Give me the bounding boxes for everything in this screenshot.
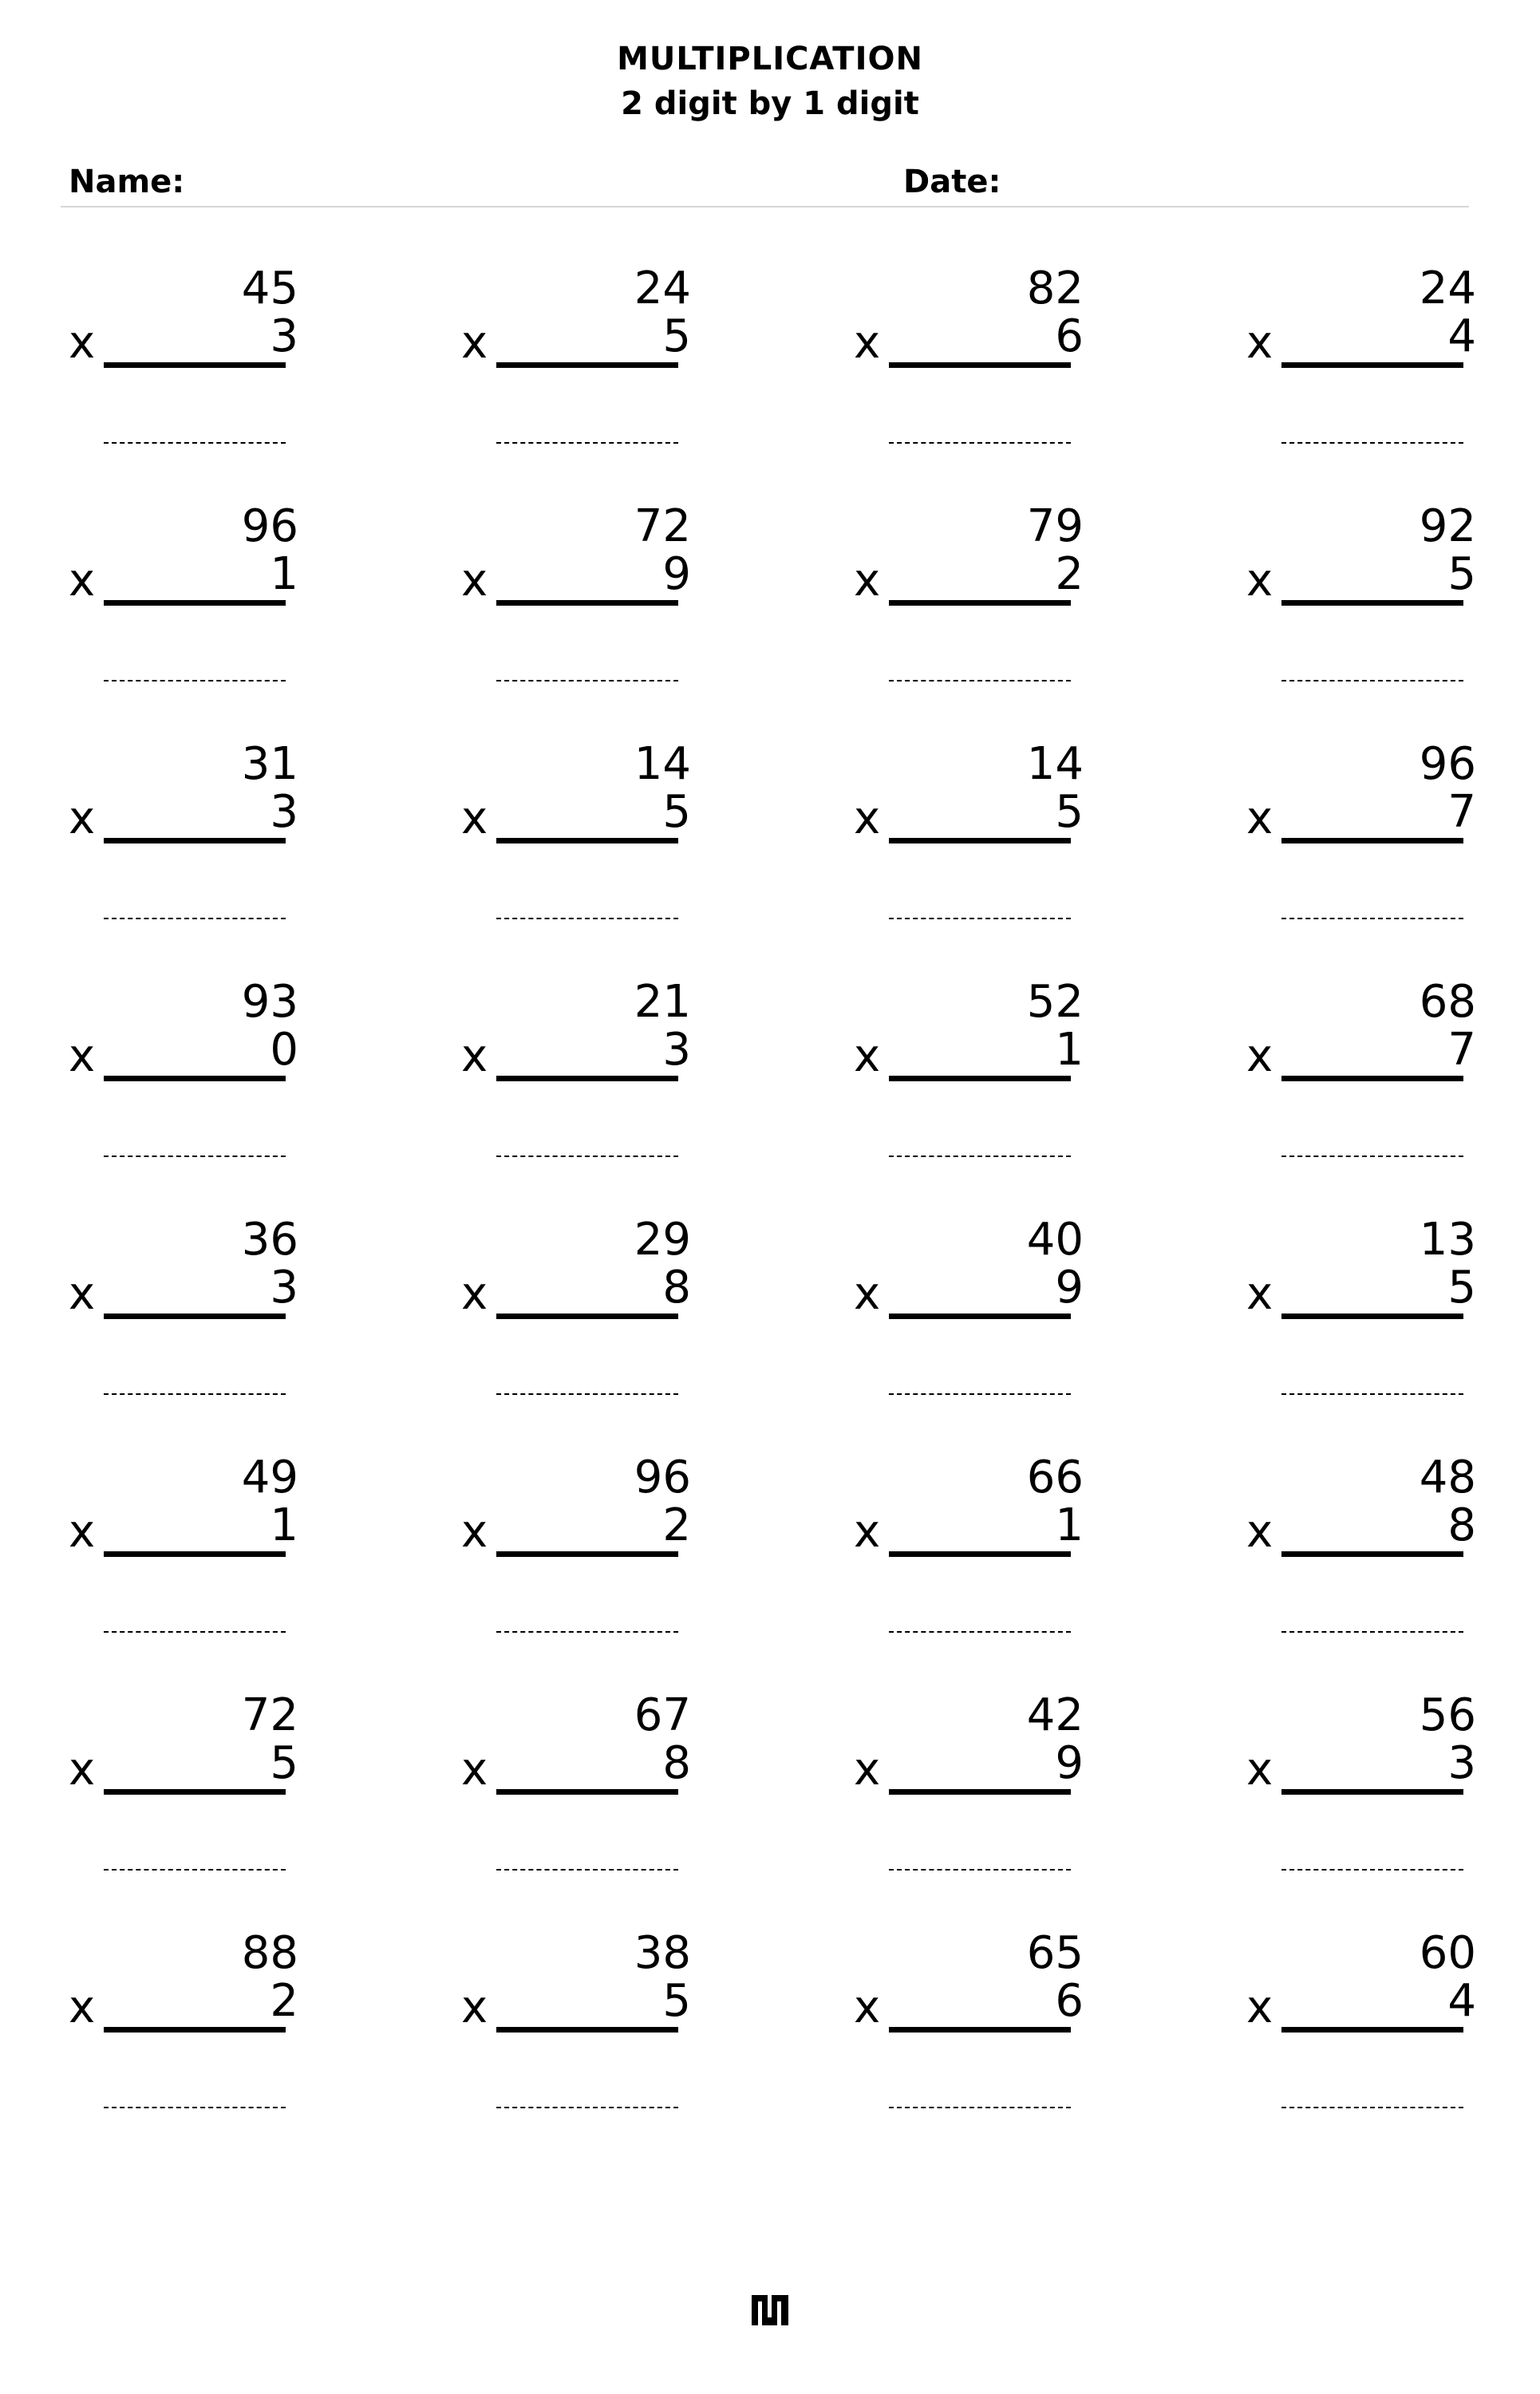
product-rule <box>496 1076 678 1081</box>
multiplicand: 21 <box>634 976 691 1028</box>
multiplier: 5 <box>662 310 691 362</box>
product-rule <box>889 2027 1071 2033</box>
answer-line[interactable] <box>104 918 286 919</box>
multiplier: 5 <box>270 1737 298 1789</box>
name-label: Name: <box>69 164 185 200</box>
multiplier: 8 <box>662 1737 691 1789</box>
product-rule <box>1281 362 1463 368</box>
answer-line[interactable] <box>1281 680 1463 681</box>
problem-item <box>1246 977 1486 1184</box>
worksheet-subtitle: 2 digit by 1 digit <box>621 85 919 122</box>
answer-line[interactable] <box>1281 918 1463 919</box>
product-rule <box>889 838 1071 843</box>
product-rule <box>1281 600 1463 606</box>
multiplier: 3 <box>270 786 298 838</box>
multiply-sign: x <box>1246 1268 1273 1320</box>
multiplicand: 96 <box>634 1452 691 1503</box>
product-rule <box>889 1314 1071 1319</box>
problem-item <box>69 1215 308 1422</box>
problem-item <box>854 263 1093 471</box>
multiply-sign: x <box>854 792 881 844</box>
multiply-sign: x <box>461 1981 488 2033</box>
multiply-sign: x <box>461 1030 488 1082</box>
multiply-sign: x <box>69 1744 96 1796</box>
problem-item <box>854 739 1093 946</box>
multiplicand: 82 <box>1026 263 1084 314</box>
multiplicand: 96 <box>241 500 298 552</box>
answer-line[interactable] <box>889 2107 1071 2108</box>
multiplier: 3 <box>270 1262 298 1314</box>
answer-line[interactable] <box>104 1393 286 1395</box>
problem-item <box>69 501 308 709</box>
multiplier: 8 <box>1447 1499 1476 1551</box>
multiplier: 3 <box>662 1024 691 1076</box>
multiplier: 3 <box>270 310 298 362</box>
product-rule <box>889 362 1071 368</box>
answer-line[interactable] <box>889 1869 1071 1871</box>
multiplier: 8 <box>662 1262 691 1314</box>
multiply-sign: x <box>1246 555 1273 606</box>
answer-line[interactable] <box>1281 2107 1463 2108</box>
multiply-sign: x <box>461 1506 488 1558</box>
product-rule <box>104 362 286 368</box>
multiply-sign: x <box>69 1030 96 1082</box>
problem-item <box>854 977 1093 1184</box>
multiplicand: 29 <box>634 1214 691 1266</box>
multiplier: 5 <box>1055 786 1084 838</box>
multiply-sign: x <box>854 1268 881 1320</box>
answer-line[interactable] <box>496 1156 678 1157</box>
answer-line[interactable] <box>104 680 286 681</box>
multiply-sign: x <box>854 1506 881 1558</box>
problem-item <box>854 1690 1093 1898</box>
product-rule <box>104 838 286 843</box>
multiply-sign: x <box>69 317 96 369</box>
multiplicand: 40 <box>1026 1214 1084 1266</box>
answer-line[interactable] <box>1281 1393 1463 1395</box>
answer-line[interactable] <box>496 1869 678 1871</box>
multiplicand: 48 <box>1419 1452 1476 1503</box>
product-rule <box>496 1551 678 1557</box>
multiplier: 4 <box>1447 1975 1476 2027</box>
multiplier: 5 <box>1447 548 1476 600</box>
product-rule <box>496 2027 678 2033</box>
multiplicand: 38 <box>634 1927 691 1979</box>
problem-item <box>854 1215 1093 1422</box>
multiply-sign: x <box>461 555 488 606</box>
answer-line[interactable] <box>889 1631 1071 1633</box>
answer-line[interactable] <box>889 1393 1071 1395</box>
multiply-sign: x <box>461 1744 488 1796</box>
answer-line[interactable] <box>496 2107 678 2108</box>
problem-item <box>854 1452 1093 1660</box>
problem-item <box>461 263 701 471</box>
multiply-sign: x <box>69 1268 96 1320</box>
multiplier: 4 <box>1447 310 1476 362</box>
multiply-sign: x <box>1246 1744 1273 1796</box>
product-rule <box>889 600 1071 606</box>
multiplier: 5 <box>662 786 691 838</box>
multiply-sign: x <box>1246 317 1273 369</box>
answer-line[interactable] <box>889 442 1071 444</box>
product-rule <box>1281 1314 1463 1319</box>
product-rule <box>104 1789 286 1795</box>
product-rule <box>496 838 678 843</box>
problem-item <box>1246 1928 1486 2135</box>
multiplier: 5 <box>662 1975 691 2027</box>
multiplicand: 14 <box>1026 738 1084 790</box>
product-rule <box>889 1076 1071 1081</box>
multiplicand: 92 <box>1419 500 1476 552</box>
multiplicand: 31 <box>241 738 298 790</box>
multiply-sign: x <box>461 792 488 844</box>
answer-line[interactable] <box>496 1631 678 1633</box>
problem-item <box>461 1215 701 1422</box>
problem-item <box>69 1452 308 1660</box>
problem-item <box>1246 1690 1486 1898</box>
worksheet-title: MULTIPLICATION <box>617 41 923 77</box>
multiply-sign: x <box>69 792 96 844</box>
multiplier: 3 <box>1447 1737 1476 1789</box>
product-rule <box>496 1789 678 1795</box>
multiplicand: 79 <box>1026 500 1084 552</box>
multiplier: 2 <box>1055 548 1084 600</box>
problem-item <box>69 977 308 1184</box>
multiplicand: 24 <box>1419 263 1476 314</box>
multiplier: 0 <box>270 1024 298 1076</box>
product-rule <box>496 362 678 368</box>
problem-item <box>1246 1452 1486 1660</box>
answer-line[interactable] <box>104 1631 286 1633</box>
multiplicand: 42 <box>1026 1689 1084 1741</box>
multiplicand: 24 <box>634 263 691 314</box>
product-rule <box>1281 1551 1463 1557</box>
multiply-sign: x <box>854 1981 881 2033</box>
multiplicand: 52 <box>1026 976 1084 1028</box>
answer-line[interactable] <box>104 2107 286 2108</box>
product-rule <box>104 1314 286 1319</box>
multiplicand: 96 <box>1419 738 1476 790</box>
product-rule <box>1281 1076 1463 1081</box>
product-rule <box>496 1314 678 1319</box>
multiplier: 7 <box>1447 786 1476 838</box>
product-rule <box>1281 1789 1463 1795</box>
problem-item <box>1246 739 1486 946</box>
date-label: Date: <box>903 164 1001 200</box>
multiplicand: 93 <box>241 976 298 1028</box>
problem-item <box>1246 1215 1486 1422</box>
multiplier: 1 <box>270 548 298 600</box>
answer-line[interactable] <box>496 442 678 444</box>
multiplier: 7 <box>1447 1024 1476 1076</box>
answer-line[interactable] <box>1281 1869 1463 1871</box>
multiplier: 9 <box>1055 1262 1084 1314</box>
multiplier: 9 <box>1055 1737 1084 1789</box>
problem-item <box>1246 263 1486 471</box>
multiplier: 1 <box>1055 1024 1084 1076</box>
product-rule <box>889 1789 1071 1795</box>
answer-line[interactable] <box>104 1156 286 1157</box>
answer-line[interactable] <box>104 442 286 444</box>
answer-line[interactable] <box>1281 1156 1463 1157</box>
problem-item <box>854 1928 1093 2135</box>
multiplicand: 14 <box>634 738 691 790</box>
problem-item <box>1246 501 1486 709</box>
answer-line[interactable] <box>104 1869 286 1871</box>
product-rule <box>1281 2027 1463 2033</box>
multiplier: 6 <box>1055 1975 1084 2027</box>
multiplicand: 72 <box>241 1689 298 1741</box>
multiplicand: 45 <box>241 263 298 314</box>
multiply-sign: x <box>854 555 881 606</box>
multiplicand: 56 <box>1419 1689 1476 1741</box>
mw-logo-icon <box>750 2290 790 2330</box>
multiplier: 9 <box>662 548 691 600</box>
multiplier: 1 <box>270 1499 298 1551</box>
multiply-sign: x <box>69 1506 96 1558</box>
multiplier: 5 <box>1447 1262 1476 1314</box>
multiply-sign: x <box>69 1981 96 2033</box>
problem-item <box>461 1928 701 2135</box>
problem-item <box>69 263 308 471</box>
multiply-sign: x <box>854 1744 881 1796</box>
multiply-sign: x <box>1246 792 1273 844</box>
multiply-sign: x <box>461 317 488 369</box>
problem-item <box>69 1690 308 1898</box>
multiplicand: 68 <box>1419 976 1476 1028</box>
problem-item <box>461 1690 701 1898</box>
multiplicand: 65 <box>1026 1927 1084 1979</box>
multiplier: 2 <box>270 1975 298 2027</box>
multiplicand: 88 <box>241 1927 298 1979</box>
answer-line[interactable] <box>496 680 678 681</box>
product-rule <box>104 1551 286 1557</box>
answer-line[interactable] <box>889 918 1071 919</box>
multiply-sign: x <box>1246 1030 1273 1082</box>
answer-line[interactable] <box>1281 1631 1463 1633</box>
product-rule <box>104 600 286 606</box>
multiplicand: 72 <box>634 500 691 552</box>
problem-item <box>854 501 1093 709</box>
product-rule <box>1281 838 1463 843</box>
multiplicand: 66 <box>1026 1452 1084 1503</box>
answer-line[interactable] <box>1281 442 1463 444</box>
multiplicand: 49 <box>241 1452 298 1503</box>
multiply-sign: x <box>1246 1506 1273 1558</box>
product-rule <box>889 1551 1071 1557</box>
problem-item <box>461 501 701 709</box>
product-rule <box>104 2027 286 2033</box>
problem-item <box>461 739 701 946</box>
multiply-sign: x <box>854 1030 881 1082</box>
multiplier: 6 <box>1055 310 1084 362</box>
product-rule <box>496 600 678 606</box>
product-rule <box>104 1076 286 1081</box>
problem-item <box>69 1928 308 2135</box>
problem-item <box>69 739 308 946</box>
multiply-sign: x <box>69 555 96 606</box>
multiplicand: 13 <box>1419 1214 1476 1266</box>
multiplicand: 36 <box>241 1214 298 1266</box>
multiplicand: 60 <box>1419 1927 1476 1979</box>
multiplicand: 67 <box>634 1689 691 1741</box>
answer-line[interactable] <box>889 680 1071 681</box>
problem-item <box>461 977 701 1184</box>
multiply-sign: x <box>1246 1981 1273 2033</box>
multiply-sign: x <box>461 1268 488 1320</box>
multiply-sign: x <box>854 317 881 369</box>
multiplier: 2 <box>662 1499 691 1551</box>
multiplier: 1 <box>1055 1499 1084 1551</box>
answer-line[interactable] <box>496 918 678 919</box>
answer-line[interactable] <box>889 1156 1071 1157</box>
answer-line[interactable] <box>496 1393 678 1395</box>
problem-item <box>461 1452 701 1660</box>
